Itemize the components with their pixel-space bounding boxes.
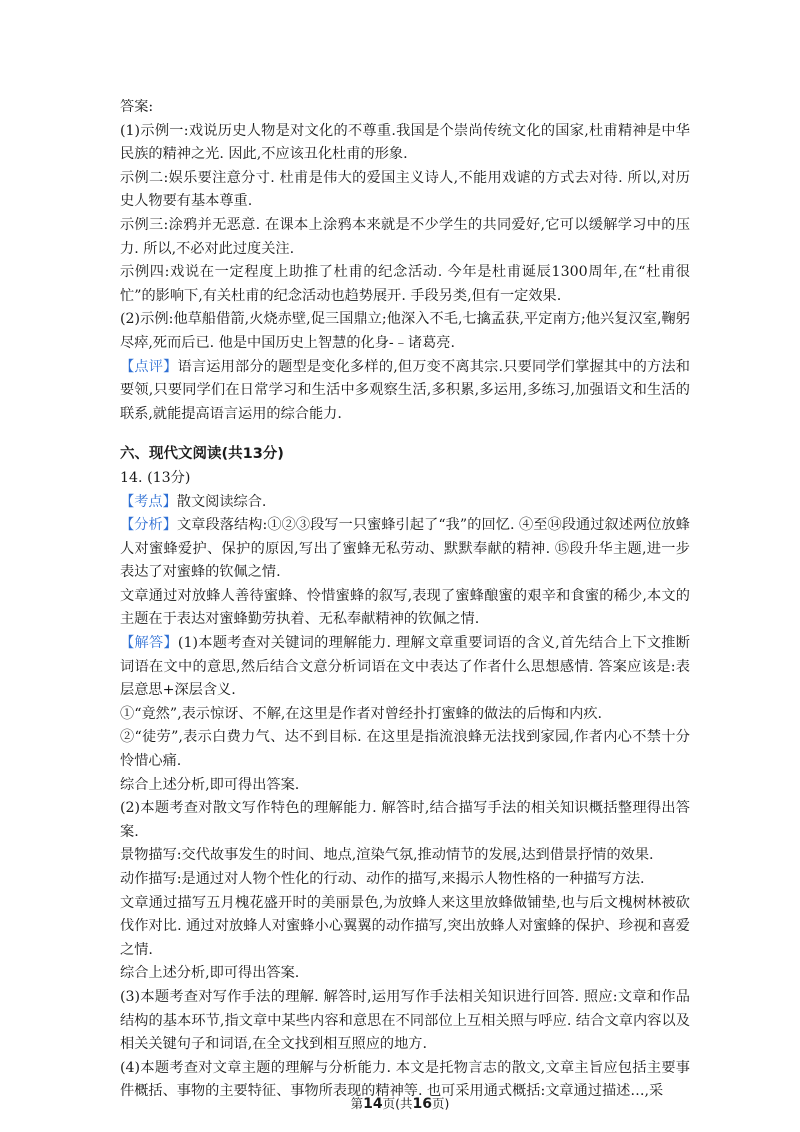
fenxi-tag: 【分析】 [120,517,177,534]
page-footer [0,1094,800,1112]
footer-mid: 页(共 [382,1096,413,1111]
answer-label: 答案: [120,99,154,115]
comment-tag: 【点评】 [120,358,178,375]
document-body [120,96,690,1104]
answer-part-2: (2)示例:他草船借箭,火烧赤壁,促三国鼎立;他深入不毛,七擒孟获,平定南方;他兴复汉室,鞠躬尽瘁,死而后已. 他是中国历史上智慧的化身-﹣诸葛亮. [120,311,690,351]
footer-prefix: 第 [350,1096,364,1111]
footer-suffix: 页) [431,1096,450,1111]
jieda-text: (1)本题考查对关键词的理解能力. 理解文章重要词语的含义,首先结合上下文推断词语在文中的意思,然后结合文意分析词语在文中表达了作者什么思想感情. 答案应该是:表层意思+深层含义. [120,635,690,699]
question-number: 14. (13分) [120,469,191,486]
comment-text: 语言运用部分的题型是变化多样的,但万变不离其宗.只要同学们掌握其中的方法和要领,只要同学们在日常学习和生活中多观察生活,多积累,多运用,多练习,加强语文和生活的联系,就能提高语言运用的综合能力. [120,358,690,422]
jieda-tag: 【解答】 [120,635,178,652]
answer-example-1: (1)示例一:戏说历史人物是对文化的不尊重.我国是个崇尚传统文化的国家,杜甫精神是中华民族的精神之光. 因此,不应该丑化杜甫的形象. [120,122,690,163]
fenxi-paragraph-2: 文章通过对放蜂人善待蜜蜂、怜惜蜜蜂的叙写,表现了蜜蜂酿蜜的艰辛和食蜜的稀少,本文的主题在于表达对蜜蜂勤劳执着、无私奉献精神的钦佩之情. [120,587,690,628]
jieda-line-6: 动作描写:是通过对人物个性化的行动、动作的描写,来揭示人物性格的一种描写方法. [120,871,645,887]
jieda-line-10: (4)本题考查对文章主题的理解与分析能力. 本文是托物言志的散文,文章主旨应包括主要事件概括、事物的主要特征、事物所表现的精神等. 也可采用通式概括:文章通过描述…,采 [120,1059,690,1100]
jieda-line-8: 综合上述分析,即可得出答案. [120,965,300,982]
answer-example-4: 示例四:戏说在一定程度上助推了杜甫的纪念活动. 今年是杜甫诞辰1300周年,在“杜甫很忙”的影响下,有关杜甫的纪念活动也趋势展开. 手段另类,但有一定效果. [120,264,690,304]
answer-example-2: 示例二:娱乐要注意分寸. 杜甫是伟大的爱国主义诗人,不能用戏谑的方式去对待. 所以,对历史人物要有基本尊重. [120,169,690,210]
jieda-line-7: 文章通过描写五月槐花盛开时的美丽景色,为放蜂人来这里放蜂做铺垫,也与后文槐树林被砍伐作对比. 通过对放蜂人对蜜蜂小心翼翼的动作描写,突出放蜂人对蜜蜂的保护、珍视和喜爱之情. [120,894,690,958]
jieda-paragraph [120,632,690,703]
jieda-line-4: (2)本题考查对散文写作特色的理解能力. 解答时,结合描写手法的相关知识概括整理得出答案. [120,800,690,840]
footer-page-number: 14 [363,1096,383,1112]
kaodian-tag: 【考点】 [120,493,177,510]
comment-paragraph [120,356,690,427]
section-title: 六、现代文阅读(共13分) [120,446,284,463]
jieda-line-2: ②“徒劳”,表示白费力气、达不到目标. 在这里是指流浪蜂无法找到家园,作者内心不禁十分怜惜心痛. [120,729,690,770]
jieda-line-1: ①“竟然”,表示惊讶、不解,在这里是作者对曾经扑打蜜蜂的做法的后悔和内疚. [120,705,603,722]
kaodian-text: 散文阅读综合. [176,493,267,510]
fenxi-text: 文章段落结构:①②③段写一只蜜蜂引起了“我”的回忆. ④至⑭段通过叙述两位放蜂人对蜜蜂爱护、保护的原因,写出了蜜蜂无私劳动、默默奉献的精神. ⑮段升华主题,进一步表达了对蜜蜂的钦佩之情. [120,517,690,581]
jieda-line-5: 景物描写:交代故事发生的时间、地点,渲染气氛,推动情节的发展,达到借景抒情的效果. [120,847,654,864]
fenxi-paragraph [120,514,690,585]
jieda-line-3: 综合上述分析,即可得出答案. [120,776,300,793]
kaodian-paragraph [120,491,690,515]
footer-total-pages: 16 [412,1096,432,1112]
answer-example-3: 示例三:涂鸦并无恶意. 在课本上涂鸦本来就是不少学生的共同爱好,它可以缓解学习中的压力. 所以,不必对此过度关注. [120,216,690,257]
jieda-line-9: (3)本题考查对写作手法的理解. 解答时,运用写作手法相关知识进行回答. 照应:文章和作品结构的基本环节,指文章中某些内容和意思在不同部位上互相关照与呼应. 结合文章内容以及相关关键句子和词语,在全文找到相互照应的地方. [120,988,690,1053]
